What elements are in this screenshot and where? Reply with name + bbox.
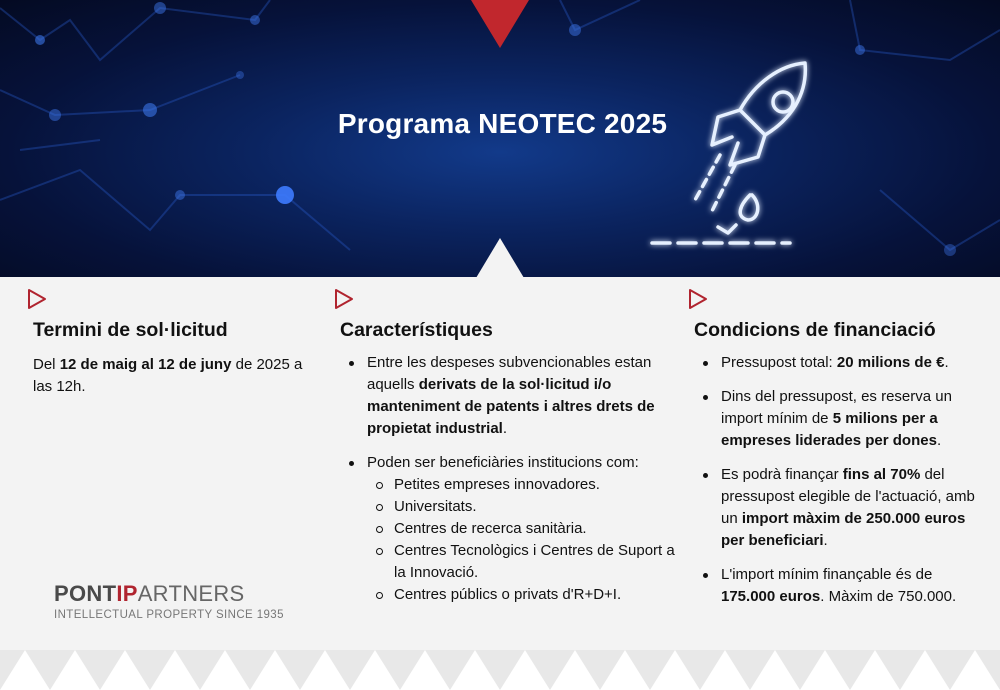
column-financing-conditions [694, 288, 984, 620]
list-item: Entre les despeses subvencionables estan aquells derivats de la sol·licitud i/o manteniment de patents i altres drets de propietat industrial. [340, 352, 675, 440]
pontipartners-logo: PONTIPARTNERS INTELLECTUAL PROPERTY SINCE 1935 [54, 581, 284, 621]
zigzag-pattern [0, 650, 1000, 690]
play-outline-icon [334, 288, 354, 310]
list-item: Dins del pressupost, es reserva un import mínim de 5 milions per a empreses liderades per dones. [694, 386, 984, 452]
list-item: Poden ser beneficiàries institucions com: Petites empreses innovadores. Universitats. Centres de recerca sanitària. Centres Tecnològics i Centres de Suport a la Innovació. Centres públics o privats d'R+D+I. [340, 452, 675, 606]
sub-list-item: Petites empreses innovadores. [367, 474, 675, 496]
red-triangle-icon [471, 0, 529, 48]
column-characteristics [340, 288, 675, 618]
sub-list-item: Centres de recerca sanitària. [367, 518, 675, 540]
list-item: L'import mínim finançable és de 175.000 euros. Màxim de 750.000. [694, 564, 984, 608]
characteristics-list [340, 352, 675, 606]
sub-list-item: Centres públics o privats d'R+D+I. [367, 584, 675, 606]
play-outline-icon [688, 288, 708, 310]
hero-banner [0, 0, 1000, 277]
beneficiaries-sublist [367, 474, 675, 606]
column-application-deadline [33, 288, 318, 398]
list-item: Es podrà finançar fins al 70% del pressupost elegible de l'actuació, amb un import màxim de 250.000 euros per beneficiari. [694, 464, 984, 552]
financing-heading: Condicions de financiació [694, 319, 936, 341]
white-triangle-pointer [476, 238, 524, 278]
sub-list-item: Centres Tecnològics i Centres de Suport a la Innovació. [367, 540, 675, 584]
footer-pattern [0, 650, 1000, 690]
financing-list [694, 352, 984, 608]
list-item: Pressupost total: 20 milions de €. [694, 352, 984, 374]
play-outline-icon [27, 288, 47, 310]
rocket-icon [640, 55, 820, 255]
deadline-text: Del 12 de maig al 12 de juny de 2025 a las 12h. [33, 356, 303, 395]
logo-tagline: INTELLECTUAL PROPERTY SINCE 1935 [54, 609, 284, 621]
page-title: Programa NEOTEC 2025 [337, 108, 668, 139]
sub-list-item: Universitats. [367, 496, 675, 518]
deadline-heading: Termini de sol·licitud [33, 319, 228, 341]
characteristics-heading: Característiques [340, 319, 493, 341]
